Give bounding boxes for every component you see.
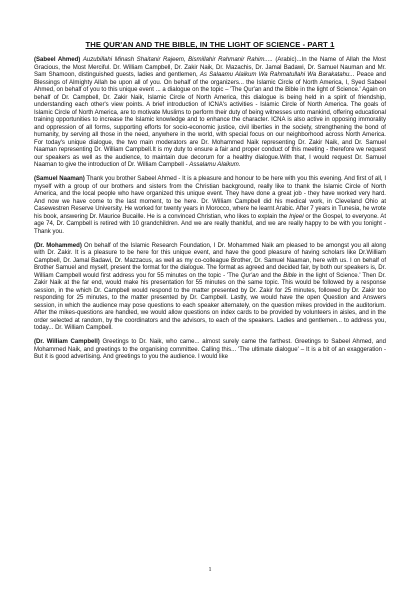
italic-text: Auzubillahi Minash Shaitanir Rajeem, Bismillahir Rahmanir Rahim..... <box>82 57 273 63</box>
italic-text: Injeel <box>289 213 304 220</box>
paragraph-text: . <box>238 162 241 168</box>
speaker-name: (Dr. William Campbell) <box>34 339 100 345</box>
document-body <box>34 57 386 362</box>
paragraph-text: (Arabic)...In the Name of Allah the Most Gracious, the Most Merciful. Dr. William Campbell, Dr. Zakir Naik, Dr. Mazachis, Dr. Jamal Badawi, Dr. Samuel Nauman and Mr. Sam Shamoon, distinguished guests, ladies and gentlemen, <box>34 57 386 78</box>
speaker-name: (Samuel Naaman) <box>34 176 85 182</box>
paragraph <box>34 243 386 333</box>
paragraph <box>34 176 386 236</box>
italic-text: Assalamu Alaikum <box>189 162 239 168</box>
paragraph-text: Thank you brother Sabeel Ahmed - It is a pleasure and honour to be here with you this evening. And first of all, I myself with a group of our brothers and sisters from the Christian background, really like to thank the Islamic Circle of North America, and the local people who have organized this unique event. They have done a great job - they have worked very hard. And now we have come to the last moment, to be here. Dr. William Campbell did his medical work, in Cleveland Ohio at Casewestren Reserve University. He worked for twenty years in Morocco, where he learnt Arabic. After 7 years in Tunesia, he wrote his book, answering Dr. Maurice Bucaille. He is a convinced Christian, who likes to explain the <box>34 176 386 220</box>
page-number: 1 <box>208 567 212 573</box>
paragraph-text: and the <box>258 272 284 279</box>
page-title: THE QUR'AN AND THE BIBLE, IN THE LIGHT OF SCIENCE - PART 1 <box>85 40 335 49</box>
paragraph-text: On behalf of the Islamic Research Foundation, I Dr. Mohammed Naik am pleased to be amongst you all along with Dr. Zakir. It is a pleasure to be here for this unique event, and have the good pleasure of having scholars like Dr.William Campbell, Dr. Jamal Badawi, Dr. Mazzacus, as well as my co-colleague Brother, Dr. Samuel Naaman, here with us. I on behalf of Brother Samuel and myself, present the format for the dialogue. The format as agreed and decided fair, by both our speakers is, Dr. William Campbell would first address you for 55 minutes on the topic - 'The <box>34 242 386 279</box>
paragraph <box>34 339 386 362</box>
italic-text: Qur'an <box>240 272 259 279</box>
speaker-name: (Sabeel Ahmed) <box>34 57 81 63</box>
paragraph-text: in the light of Science.' Then Dr. Zakir Naik at the far end, would make his presentation for 55 minutes on the same topic. This would be followed by a response session, in the which Dr. Campbell would respond to the matter presented by Dr. Zakir for 25 minutes, followed by Dr. Zakir too responding for 25 minutes, to the matter presented by Dr. Campbell. Lastly, we would have the open Question and Answers session, in which the audience may pose questions to each speaker alternately, on the question mikes provided in the auditorium. After the mikes-questions are handled, we would allow questions on index cards to be provided by volunteers in aisles, and in the order selected at random, by the coordinators and the advisors, to each of the speakers. Ladies and gentlemen... to address you, today... Dr. William Campbell. <box>34 272 386 331</box>
italic-text: Bible <box>283 272 297 279</box>
paragraph <box>34 57 386 170</box>
paragraph-text: Peace and Blessings of Almighty Allah be upon all of you. On behalf of the organizers... the Islamic Circle of North America, I, Syed Sabeel Ahmed, on behalf of you to this unique event ... a dialogue on the topic – 'The Qur'an and the Bible in the light of Science.' Again on behalf of Dr. Campbell, Dr. Zakir Naik, Islamic Circle of North America, this dialogue is being held in a spirit of friendship, understanding each other's view points. A brief introduction of ICNA's activities - Islamic Circle of North America. The goals of Islamic Circle of North America, are to motivate Muslims to perform their duty of being witnesses unto mankind, offering educational training opportunities to increase the Islamic knowledge and to enhance the character. ICNA is also active in opposing immorality and oppression of all forms, supporting efforts for socio-economic justice, civil liberties in the society, strengthening the bond of humanity, by serving all those in the need, anywhere in the world, with special focus on our neighborhood across North America. For today's unique dialogue, the two main moderators are Dr. Mohammed Naik representing Dr. Zakir Naik, and Dr. Samuel Naaman representing Dr. William Campbell.It is my duty to ensure a fair and proper conduct of this meeting - therefore we request our speakers as well as the audience, to maintain due decorum for a healthy dialogue.With that, I would request Dr. Samuel Naaman to give the introduction of Dr. William Campbell - <box>34 72 386 168</box>
paragraph-text: Greetings to Dr. Naik, who came... almost surely came the farthest. Greetings to Sabeel Ahmed, and Mohammed Naik, and greetings to the organising committee. Calling this... 'The ultimate dialogue' – It is a bit of an exaggeration - But it is good advertising. And greetings to you the audience. I would like <box>34 339 386 360</box>
paragraph-text: or the Gospel, to everyone. At age 74, Dr. Campbell is retired with 10 grandchildren. And we are really thankful, and we are really happy to be with you tonight - Thank you. <box>34 213 386 235</box>
speaker-name: (Dr. Mohammed) <box>34 242 82 249</box>
italic-text: As Salaamu Alaikum Wa Rahmatullahi Wa Barakatahu... <box>199 72 355 78</box>
